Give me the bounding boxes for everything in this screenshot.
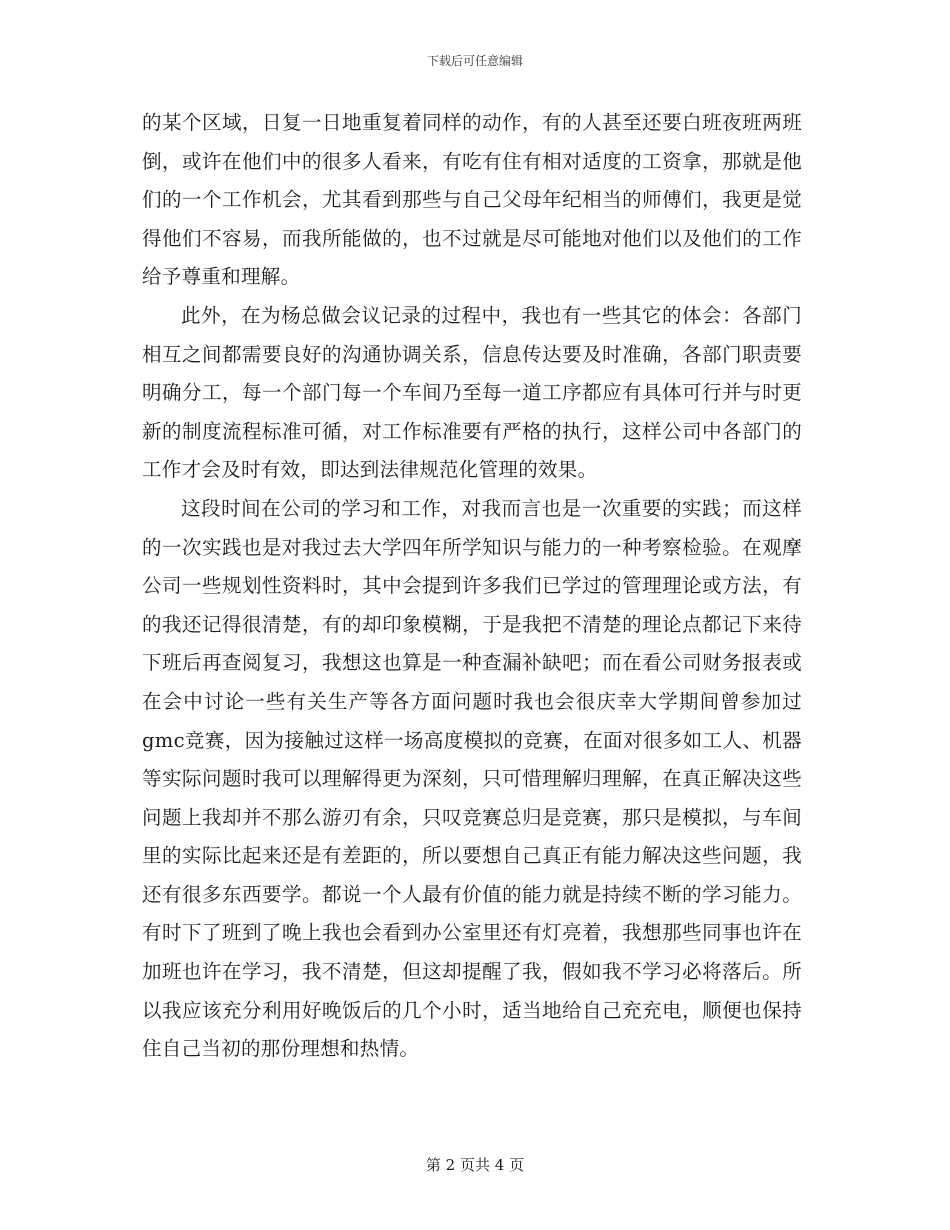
paragraph-2: 此外，在为杨总做会议记录的过程中，我也有一些其它的体会：各部门相互之间都需要良好的沟通协调关系，信息传达要及时准确，各部门职责要明确分工，每一个部门每一个车间乃至每一道工序都应有具体可行并与时更新的制度流程标准可循，对工作标准要有严格的执行，这样公司中各部门的工作才会及时有效，即达到法律规范化管理的效果。 xyxy=(142,303,802,482)
document-body xyxy=(142,104,802,1069)
paragraph-3: 这段时间在公司的学习和工作，对我而言也是一次重要的实践；而这样的一次实践也是对我过去大学四年所学知识与能力的一种考察检验。在观摩公司一些规划性资料时，其中会提到许多我们已学过的管理理论或方法，有的我还记得很清楚，有的却印象模糊，于是我把不清楚的理论点都记下来待下班后再查阅复习，我想这也算是一种查漏补缺吧；而在看公司财务报表或在会中讨论一些有关生产等各方面问题时我也会很庆幸大学期间曾参加过gmc竞赛，因为接触过这样一场高度模拟的竞赛，在面对很多如工人、机器等实际问题时我可以理解得更为深刻，只可惜理解归理解，在真正解决这些问题上我却并不那么游刃有余，只叹竞赛总归是竞赛，那只是模拟，与车间里的实际比起来还是有差距的，所以要想自己真正有能力解决这些问题，我还有很多东西要学。都说一个人最有价值的能力就是持续不断的学习能力。有时下了班到了晚上我也会看到办公室里还有灯亮着，我想那些同事也许在加班也许在学习，我不清楚，但这却提醒了我，假如我不学习必将落后。所以我应该充分利用好晚饭后的几个小时，适当地给自己充充电，顺便也保持住自己当初的那份理想和热情。 xyxy=(142,496,802,1061)
paragraph-1: 的某个区域，日复一日地重复着同样的动作，有的人甚至还要白班夜班两班倒，或许在他们中的很多人看来，有吃有住有相对适度的工资拿，那就是他们的一个工作机会，尤其看到那些与自己父母年纪相当的师傅们，我更是觉得他们不容易，而我所能做的，也不过就是尽可能地对他们以及他们的工作给予尊重和理解。 xyxy=(142,111,802,289)
page-footer: 第 2 页共 4 页 xyxy=(425,1156,525,1174)
page-header: 下载后可任意编辑 xyxy=(426,54,523,68)
